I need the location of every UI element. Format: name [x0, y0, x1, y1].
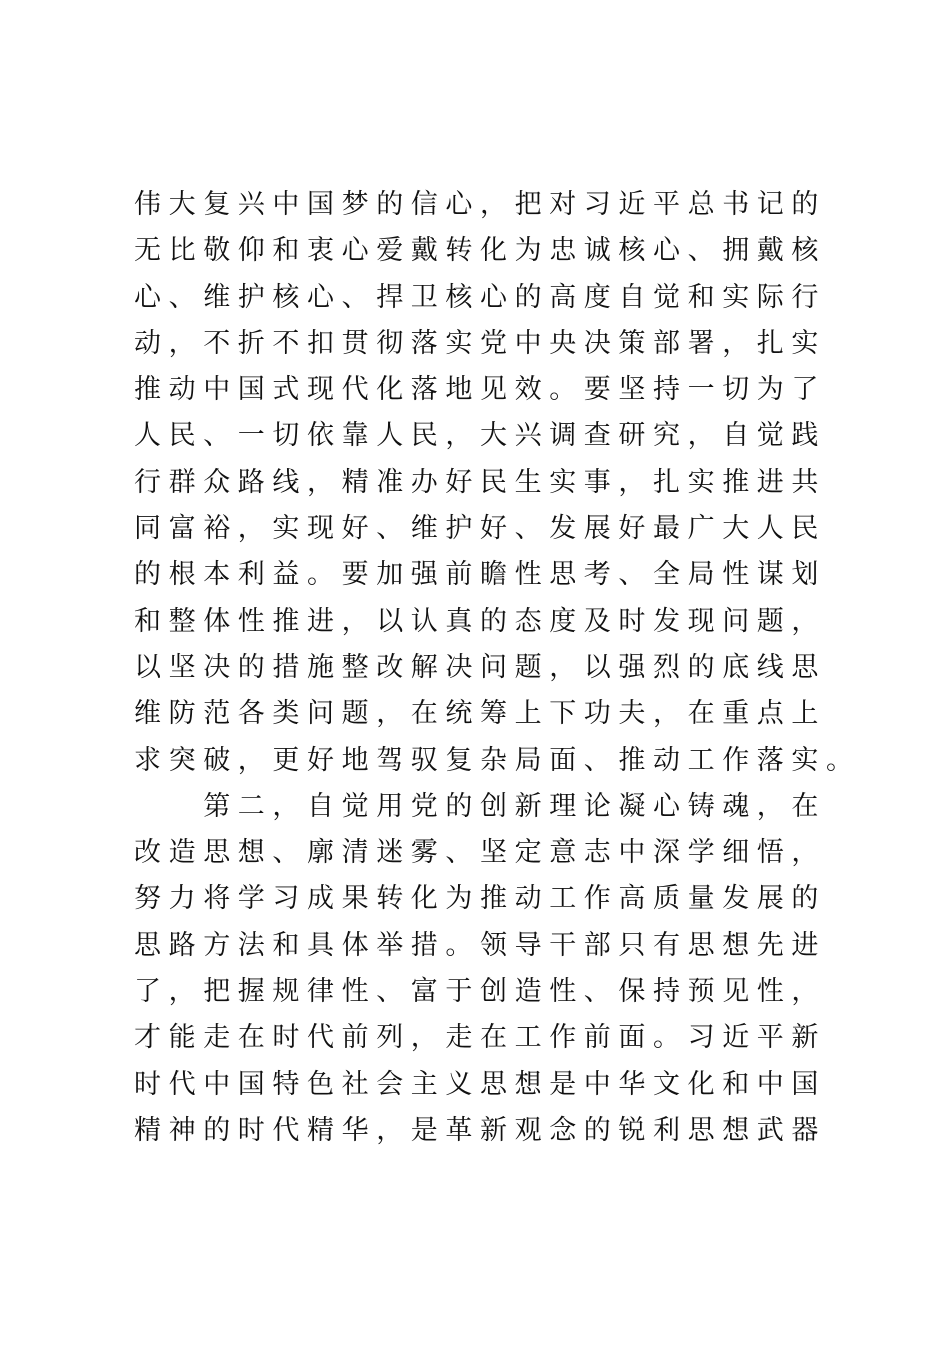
text-line: 求突破，更好地驾驭复杂局面、推动工作落实。: [134, 744, 861, 776]
text-line: 人民、一切依靠人民，大兴调查研究，自觉践: [134, 420, 826, 452]
text-line: 和整体性推进，以认真的态度及时发现问题，: [134, 605, 826, 637]
text-line: 维防范各类问题，在统筹上下功夫，在重点上: [134, 698, 826, 730]
body-text: [134, 182, 861, 1154]
text-line: 的根本利益。要加强前瞻性思考、全局性谋划: [134, 559, 826, 591]
text-line: 才能走在时代前列，走在工作前面。习近平新: [134, 1022, 826, 1054]
text-line: 思路方法和具体举措。领导干部只有思想先进: [134, 929, 826, 961]
paragraph-start-line: 第二，自觉用党的创新理论凝心铸魂，在: [134, 790, 826, 822]
text-line: 伟大复兴中国梦的信心，把对习近平总书记的: [134, 189, 826, 220]
text-line: 行群众路线，精准办好民生实事，扎实推进共: [134, 466, 826, 498]
text-line: 改造思想、廓清迷雾、坚定意志中深学细悟，: [134, 837, 826, 869]
text-line: 以坚决的措施整改解决问题，以强烈的底线思: [134, 651, 826, 683]
text-line: 努力将学习成果转化为推动工作高质量发展的: [134, 883, 826, 915]
text-line: 时代中国特色社会主义思想是中华文化和中国: [134, 1068, 826, 1100]
text-line: 动，不折不扣贯彻落实党中央决策部署，扎实: [134, 327, 826, 359]
text-line: 心、维护核心、捍卫核心的高度自觉和实际行: [134, 281, 826, 313]
text-line: 精神的时代精华，是革新观念的锐利思想武器: [134, 1114, 826, 1146]
text-line: 推动中国式现代化落地见效。要坚持一切为了: [134, 374, 826, 406]
text-line: 了，把握规律性、富于创造性、保持预见性，: [134, 976, 826, 1008]
text-line: 无比敬仰和衷心爱戴转化为忠诚核心、拥戴核: [134, 235, 826, 267]
text-line: 同富裕，实现好、维护好、发展好最广大人民: [134, 513, 826, 545]
